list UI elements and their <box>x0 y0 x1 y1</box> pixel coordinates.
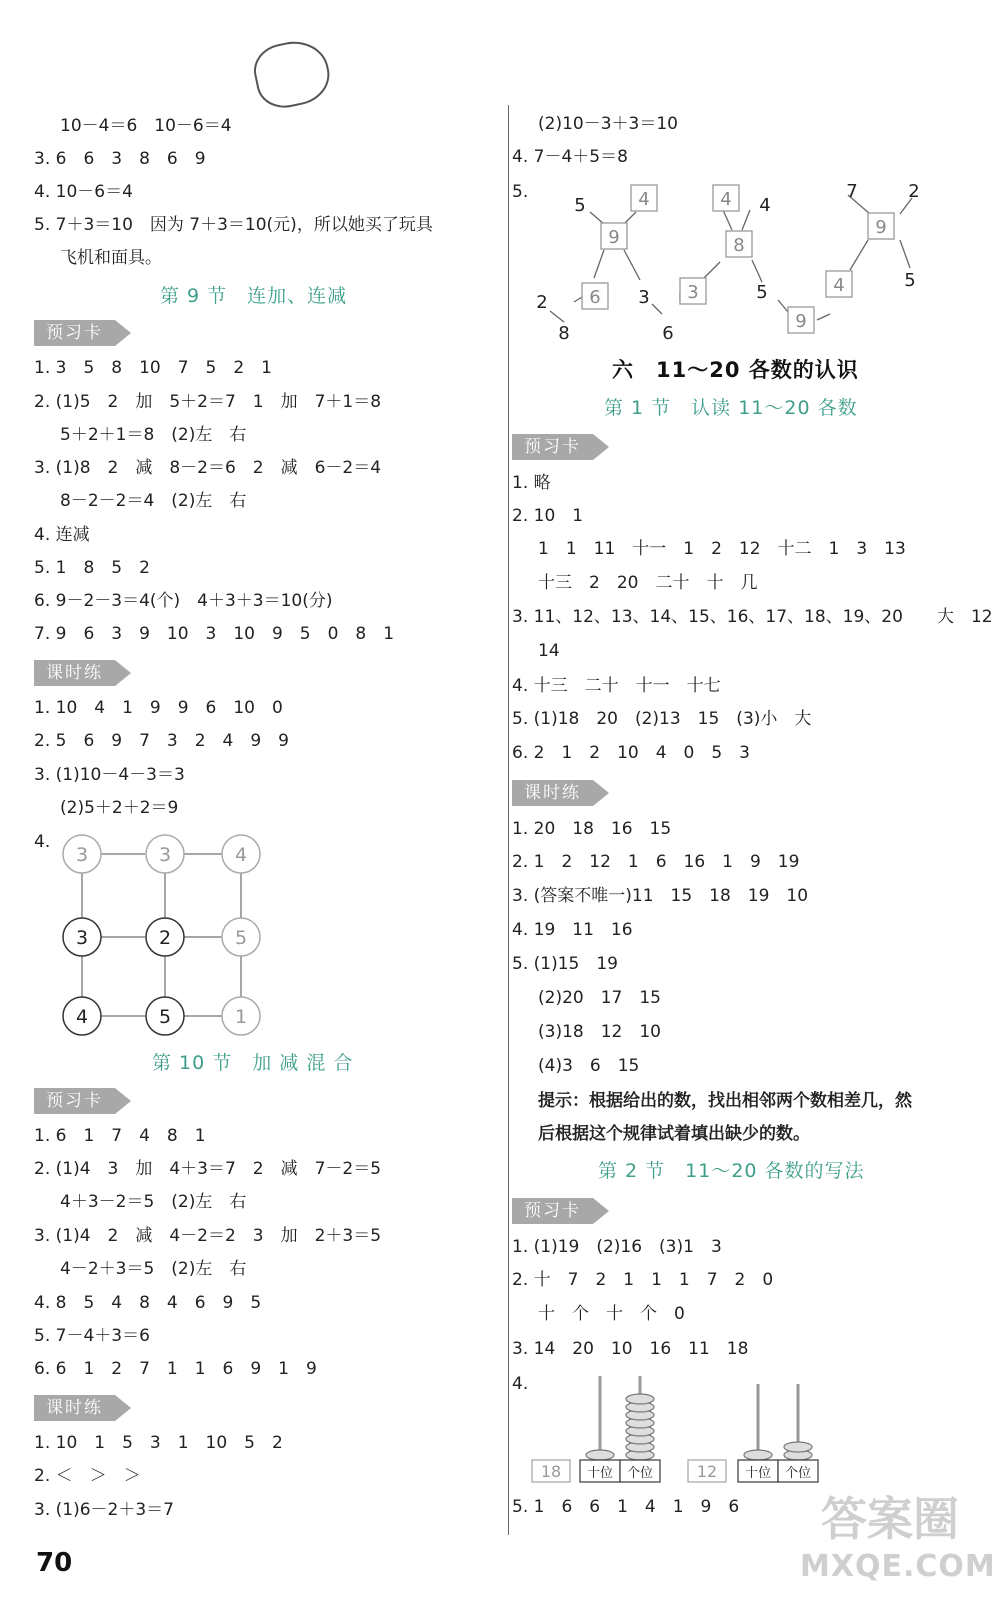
answer-line: 5. 1 8 5 2 <box>34 558 150 578</box>
practice-tag: 课时练 <box>34 660 115 686</box>
answer-line: (2)5＋2＋2＝9 <box>60 798 179 818</box>
answer-line: 6. 6 1 2 7 1 1 6 9 1 9 <box>34 1359 317 1379</box>
column-divider <box>508 105 509 1535</box>
answer-line: 4－2＋3＝5 (2)左 右 <box>60 1259 247 1279</box>
answer-line: 2. (1)5 2 加 5＋2＝7 1 加 7＋1＝8 <box>34 392 382 412</box>
answer-line: 4. 19 11 16 <box>512 920 633 940</box>
tree-number: 8 <box>733 235 745 256</box>
answer-line: (2)20 17 15 <box>538 988 661 1008</box>
answer-line: 3. (答案不唯一)11 15 18 19 10 <box>512 886 809 906</box>
grid-number: 3 <box>158 844 172 866</box>
hint-text: 后根据这个规律试着填出缺少的数。 <box>538 1124 810 1144</box>
answer-line: 1. (1)19 (2)16 (3)1 3 <box>512 1237 722 1257</box>
place-label: 个位 <box>626 1466 654 1481</box>
abacus-figures <box>512 0 996 1600</box>
answer-line: 5. 1 6 6 1 4 1 9 6 <box>512 1497 740 1517</box>
answer-line: 4. 7－4＋5＝8 <box>512 147 628 167</box>
answer-line: 2. 1 2 12 1 6 16 1 9 19 <box>512 852 800 872</box>
answer-line: 1. 10 4 1 9 9 6 10 0 <box>34 698 283 718</box>
answer-line: (3)18 12 10 <box>538 1022 661 1042</box>
tree-number: 5 <box>574 195 586 216</box>
answer-line: 6. 2 1 2 10 4 0 5 3 <box>512 743 750 763</box>
answer-line: 1. 3 5 8 10 7 5 2 1 <box>34 358 272 378</box>
place-label: 十位 <box>744 1466 772 1481</box>
watermark <box>800 1492 996 1595</box>
grid-number: 3 <box>75 927 89 949</box>
answer-line: 3. 6 6 3 8 6 9 <box>34 149 206 169</box>
watermark-url: MXQE.COM <box>800 1549 996 1584</box>
answer-line: 4. 10－6＝4 <box>34 182 133 202</box>
answer-line: 5＋2＋1＝8 (2)左 右 <box>60 425 247 445</box>
answer-line: 8－2－2＝4 (2)左 右 <box>60 491 247 511</box>
grid-number: 4 <box>75 1006 89 1028</box>
tree-number: 7 <box>846 181 858 202</box>
answer-line: 4. <box>34 832 51 852</box>
abacus-answer: 18 <box>540 1462 562 1481</box>
answer-line: 3. (1)6－2＋3＝7 <box>34 1500 174 1520</box>
answer-line: 2. 10 1 <box>512 506 584 526</box>
abacus-bead <box>744 1450 772 1460</box>
answer-line: 十三 2 20 二十 十 几 <box>538 573 758 593</box>
answer-line: 飞机和面具。 <box>60 248 162 268</box>
abacus-answer: 12 <box>696 1462 718 1481</box>
page-number: 70 <box>36 1548 73 1578</box>
answer-line: 1. 略 <box>512 473 551 493</box>
tree-number: 6 <box>662 323 674 344</box>
tree-number: 9 <box>875 217 887 238</box>
answer-line: 3. (1)10－4－3＝3 <box>34 765 185 785</box>
answer-line: 1 1 11 十一 1 2 12 十二 1 3 13 <box>538 539 906 559</box>
answer-line: 1. 20 18 16 15 <box>512 819 672 839</box>
grid-number: 1 <box>234 1006 248 1028</box>
tree-number: 9 <box>795 311 807 332</box>
answer-line: 5. 7＋3＝10 因为 7＋3＝10(元)，所以她买了玩具 <box>34 215 433 235</box>
answer-line: 3. (1)8 2 减 8－2＝6 2 减 6－2＝4 <box>34 458 382 478</box>
answer-line: 3. 14 20 10 16 11 18 <box>512 1339 749 1359</box>
answer-line: 5. 7－4＋3＝6 <box>34 1326 150 1346</box>
answer-line: 6. 9－2－3＝4(个) 4＋3＋3＝10(分) <box>34 591 333 611</box>
abacus-bead <box>586 1450 614 1460</box>
preview-tag: 预习卡 <box>512 1198 593 1224</box>
grid-number: 2 <box>158 927 172 949</box>
preview-tag: 预习卡 <box>34 1088 115 1114</box>
tree-number: 4 <box>720 189 732 210</box>
tree-number: 5 <box>756 282 768 303</box>
answer-line: 3. (1)4 2 减 4－2＝2 3 加 2＋3＝5 <box>34 1226 382 1246</box>
tree-number: 4 <box>638 189 650 210</box>
answer-line: 5. (1)18 20 (2)13 15 (3)小 大 <box>512 709 812 729</box>
answer-line: (4)3 6 15 <box>538 1056 640 1076</box>
answer-line: 2. 5 6 9 7 3 2 4 9 9 <box>34 731 289 751</box>
answer-line: 4. 连减 <box>34 525 90 545</box>
preview-tag: 预习卡 <box>512 434 593 460</box>
preview-tag: 预习卡 <box>34 320 115 346</box>
answer-line: 4. <box>512 1374 529 1394</box>
tree-number: 4 <box>759 195 771 216</box>
watermark-text: 答案圈 <box>821 1492 959 1546</box>
practice-tag: 课时练 <box>34 1395 115 1421</box>
grid-number: 4 <box>234 844 248 866</box>
tree-number: 4 <box>833 275 845 296</box>
tree-number: 3 <box>687 282 699 303</box>
answer-line: 7. 9 6 3 9 10 3 10 9 5 0 8 1 <box>34 624 395 644</box>
tree-number: 3 <box>638 287 650 308</box>
answer-line: (2)10－3＋3＝10 <box>538 114 678 134</box>
answer-line: 1. 10 1 5 3 1 10 5 2 <box>34 1433 283 1453</box>
section-title: 第 1 节 认读 11～20 各数 <box>604 397 858 419</box>
tree-number: 2 <box>536 292 548 313</box>
place-label: 个位 <box>784 1466 812 1481</box>
section-title: 第 10 节 加 减 混 合 <box>152 1052 354 1074</box>
answer-line: 10－4＝6 10－6＝4 <box>60 116 232 136</box>
section-title: 第 9 节 连加、连减 <box>160 285 348 307</box>
place-label: 十位 <box>586 1466 614 1481</box>
answer-line: 4. 8 5 4 8 4 6 9 5 <box>34 1293 262 1313</box>
tree-number: 6 <box>589 287 601 308</box>
answer-line: 4＋3－2＝5 (2)左 右 <box>60 1192 247 1212</box>
answer-line: 2. (1)4 3 加 4＋3＝7 2 减 7－2＝5 <box>34 1159 382 1179</box>
section-title: 第 2 节 11～20 各数的写法 <box>598 1160 865 1182</box>
tree-number: 5 <box>904 270 916 291</box>
answer-line: 1. 6 1 7 4 8 1 <box>34 1126 206 1146</box>
grid-number: 5 <box>158 1006 172 1028</box>
hint-text: 提示：根据给出的数，找出相邻两个数相差几，然 <box>538 1091 912 1111</box>
chapter-title: 六 11～20 各数的认识 <box>612 358 859 382</box>
abacus-bead <box>626 1394 654 1404</box>
tree-number: 2 <box>908 181 920 202</box>
answer-line: 3. 11、12、13、14、15、16、17、18、19、20 大 12 <box>512 607 993 627</box>
tree-number: 8 <box>558 323 570 344</box>
answer-line: 5. (1)15 19 <box>512 954 618 974</box>
answer-line: 十 个 十 个 0 <box>538 1304 685 1324</box>
answer-line: 4. 十三 二十 十一 十七 <box>512 676 721 696</box>
grid-number: 3 <box>75 844 89 866</box>
answer-line: 2. 十 7 2 1 1 1 7 2 0 <box>512 1270 774 1290</box>
tree-number: 9 <box>608 227 620 248</box>
grid-number: 5 <box>234 927 248 949</box>
answer-line: 2. ＜ ＞ ＞ <box>34 1466 141 1486</box>
answer-line: 14 <box>538 641 560 661</box>
abacus-bead <box>784 1442 812 1452</box>
answer-line: 5. <box>512 182 529 202</box>
practice-tag: 课时练 <box>512 780 593 806</box>
